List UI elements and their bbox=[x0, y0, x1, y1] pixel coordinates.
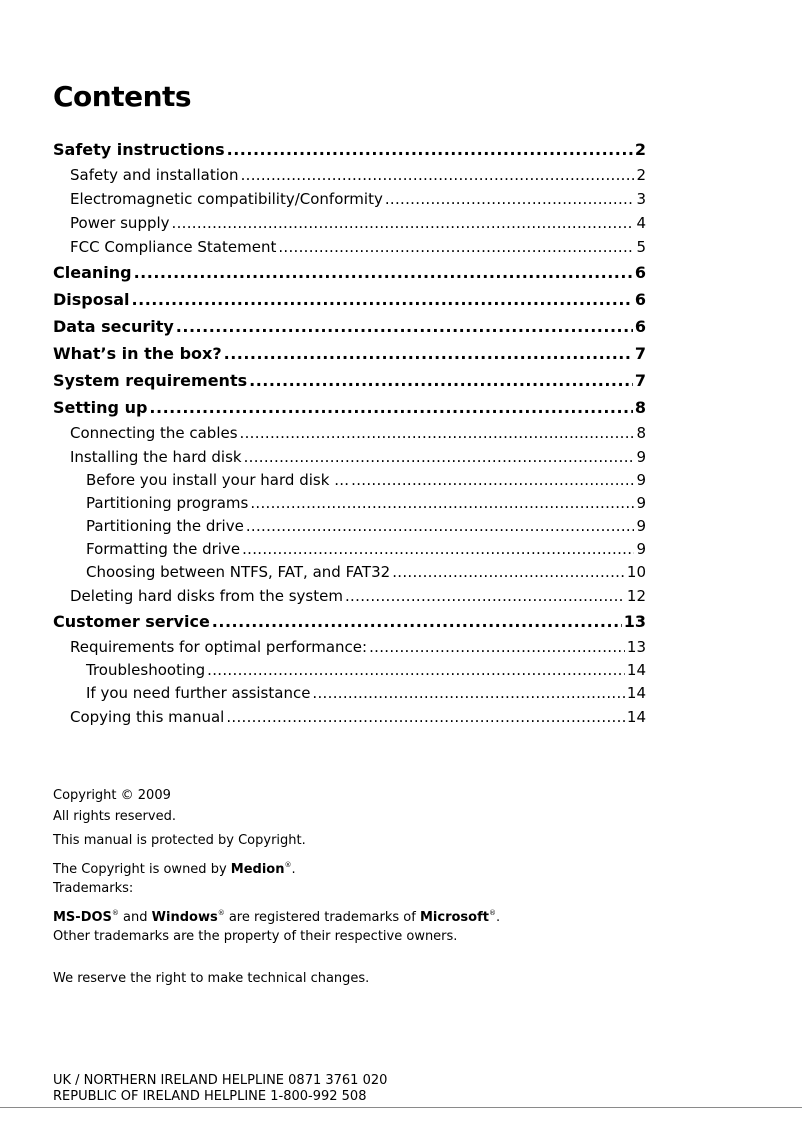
toc-page-number: 2 bbox=[636, 166, 646, 184]
technical-changes: We reserve the right to make technical changes. bbox=[53, 971, 370, 986]
brand-windows: Windows bbox=[151, 910, 218, 925]
toc-entry[interactable] bbox=[53, 136, 646, 163]
dot-leader bbox=[351, 469, 634, 492]
rights-reserved: All rights reserved. bbox=[53, 809, 176, 824]
toc-page-number: 10 bbox=[626, 563, 646, 581]
toc-entry[interactable] bbox=[53, 492, 646, 515]
toc-entry-title: Setting up bbox=[53, 398, 148, 417]
dot-leader bbox=[250, 492, 634, 515]
toc-page-number: 8 bbox=[636, 424, 646, 442]
toc-entry[interactable] bbox=[53, 608, 646, 635]
toc-page-number: 8 bbox=[634, 398, 646, 417]
dot-leader bbox=[392, 561, 625, 584]
toc-page-number: 14 bbox=[626, 661, 646, 679]
toc-entry-title: If you need further assistance bbox=[86, 684, 311, 702]
toc-entry-title: Safety and installation bbox=[70, 166, 239, 184]
dot-leader bbox=[244, 445, 635, 469]
owned-suffix: . bbox=[291, 862, 296, 877]
toc-entry[interactable] bbox=[53, 211, 646, 235]
toc-entry[interactable] bbox=[53, 445, 646, 469]
brand-microsoft: Microsoft bbox=[419, 910, 489, 925]
helpline-roi: REPUBLIC OF IRELAND HELPLINE 1-800-992 508 bbox=[53, 1089, 367, 1104]
protected-notice: This manual is protected by Copyright. bbox=[53, 833, 306, 848]
dot-leader bbox=[227, 136, 633, 163]
dot-leader bbox=[278, 235, 634, 259]
toc-entry[interactable] bbox=[53, 259, 646, 286]
toc-page-number: 9 bbox=[636, 540, 646, 558]
dot-leader bbox=[345, 584, 625, 608]
toc-page-number: 6 bbox=[634, 317, 646, 336]
owner-name: Medion bbox=[230, 862, 285, 877]
registered-mark: ® bbox=[488, 909, 496, 917]
toc-entry[interactable] bbox=[53, 235, 646, 259]
trademarks-label: Trademarks: bbox=[53, 881, 134, 896]
toc-entry-title: Troubleshooting bbox=[86, 661, 206, 679]
tm-and: and bbox=[123, 910, 148, 925]
bottom-divider bbox=[0, 1107, 802, 1108]
page-title: Contents bbox=[53, 80, 192, 113]
tm-registered: are registered trademarks of bbox=[228, 910, 416, 925]
toc-page-number: 12 bbox=[626, 587, 646, 605]
toc-entry[interactable] bbox=[53, 584, 646, 608]
toc-page-number: 9 bbox=[636, 494, 646, 512]
toc-entry-title: Partitioning programs bbox=[86, 494, 249, 512]
toc-entry[interactable] bbox=[53, 286, 646, 313]
toc-entry[interactable] bbox=[53, 187, 646, 211]
toc-entry-title: Requirements for optimal performance: bbox=[70, 638, 368, 656]
dot-leader bbox=[246, 515, 635, 538]
helpline-uk: UK / NORTHERN IRELAND HELPLINE 0871 3761 020 bbox=[53, 1073, 388, 1088]
toc-page-number: 7 bbox=[634, 344, 646, 363]
toc-entry[interactable] bbox=[53, 313, 646, 340]
toc-entry-title: Partitioning the drive bbox=[86, 517, 244, 535]
table-of-contents bbox=[53, 136, 646, 729]
brand-ms-dos: MS-DOS bbox=[53, 910, 112, 925]
toc-entry[interactable] bbox=[53, 421, 646, 445]
toc-entry-title: Safety instructions bbox=[53, 140, 225, 159]
other-trademarks: Other trademarks are the property of their respective owners. bbox=[53, 929, 458, 944]
toc-entry-title: Connecting the cables bbox=[70, 424, 238, 442]
dot-leader bbox=[212, 608, 622, 635]
toc-entry[interactable] bbox=[53, 394, 646, 421]
toc-entry[interactable] bbox=[53, 682, 646, 705]
registered-mark: ® bbox=[111, 909, 119, 917]
toc-entry[interactable] bbox=[53, 705, 646, 729]
toc-entry-title: Power supply bbox=[70, 214, 170, 232]
toc-entry[interactable] bbox=[53, 635, 646, 659]
toc-entry-title: What’s in the box? bbox=[53, 344, 222, 363]
toc-entry-title: Before you install your hard disk … bbox=[86, 471, 350, 489]
toc-page-number: 4 bbox=[636, 214, 646, 232]
toc-entry-title: Disposal bbox=[53, 290, 130, 309]
dot-leader bbox=[240, 421, 635, 445]
toc-page-number: 9 bbox=[636, 448, 646, 466]
copyright-year: Copyright © 2009 bbox=[53, 788, 171, 803]
dot-leader bbox=[132, 286, 633, 313]
dot-leader bbox=[242, 538, 634, 561]
toc-entry-title: Electromagnetic compatibility/Conformity bbox=[70, 190, 383, 208]
toc-page-number: 9 bbox=[636, 471, 646, 489]
toc-entry[interactable] bbox=[53, 515, 646, 538]
registered-mark: ® bbox=[217, 909, 225, 917]
owned-prefix: The Copyright is owned by bbox=[53, 862, 227, 877]
dot-leader bbox=[134, 259, 633, 286]
toc-page-number: 2 bbox=[634, 140, 646, 159]
toc-page-number: 6 bbox=[634, 263, 646, 282]
toc-page-number: 7 bbox=[634, 371, 646, 390]
toc-page-number: 3 bbox=[636, 190, 646, 208]
toc-page-number: 13 bbox=[626, 638, 646, 656]
registered-mark: ® bbox=[284, 861, 292, 869]
toc-entry[interactable] bbox=[53, 163, 646, 187]
toc-page-number: 14 bbox=[626, 684, 646, 702]
toc-entry-title: System requirements bbox=[53, 371, 248, 390]
toc-entry[interactable] bbox=[53, 469, 646, 492]
toc-entry[interactable] bbox=[53, 659, 646, 682]
toc-entry-title: Cleaning bbox=[53, 263, 132, 282]
toc-entry-title: Copying this manual bbox=[70, 708, 225, 726]
toc-entry-title: FCC Compliance Statement bbox=[70, 238, 277, 256]
helplines bbox=[53, 1073, 387, 1105]
toc-entry-title: Data security bbox=[53, 317, 174, 336]
dot-leader bbox=[385, 187, 635, 211]
dot-leader bbox=[369, 635, 625, 659]
toc-page-number: 6 bbox=[634, 290, 646, 309]
toc-entry[interactable] bbox=[53, 340, 646, 367]
toc-page-number: 14 bbox=[626, 708, 646, 726]
toc-entry-title: Deleting hard disks from the system bbox=[70, 587, 343, 605]
dot-leader bbox=[226, 705, 625, 729]
toc-entry-title: Customer service bbox=[53, 612, 210, 631]
dot-leader bbox=[172, 211, 635, 235]
dot-leader bbox=[207, 659, 625, 682]
toc-entry-title: Installing the hard disk bbox=[70, 448, 242, 466]
dot-leader bbox=[312, 682, 624, 705]
dot-leader bbox=[249, 367, 633, 394]
dot-leader bbox=[241, 163, 635, 187]
toc-entry-title: Formatting the drive bbox=[86, 540, 241, 558]
trademarks-line bbox=[53, 901, 653, 925]
tm-suffix: . bbox=[495, 910, 501, 925]
toc-entry-title: Choosing between NTFS, FAT, and FAT32 bbox=[86, 563, 391, 581]
toc-entry[interactable] bbox=[53, 367, 646, 394]
toc-entry[interactable] bbox=[53, 538, 646, 561]
dot-leader bbox=[224, 340, 633, 367]
toc-page-number: 9 bbox=[636, 517, 646, 535]
toc-page-number: 5 bbox=[636, 238, 646, 256]
dot-leader bbox=[176, 313, 633, 340]
copyright-notice bbox=[53, 784, 653, 991]
dot-leader bbox=[149, 394, 632, 421]
toc-page-number: 13 bbox=[623, 612, 646, 631]
toc-entry[interactable] bbox=[53, 561, 646, 584]
copyright-owner-line bbox=[53, 853, 653, 877]
